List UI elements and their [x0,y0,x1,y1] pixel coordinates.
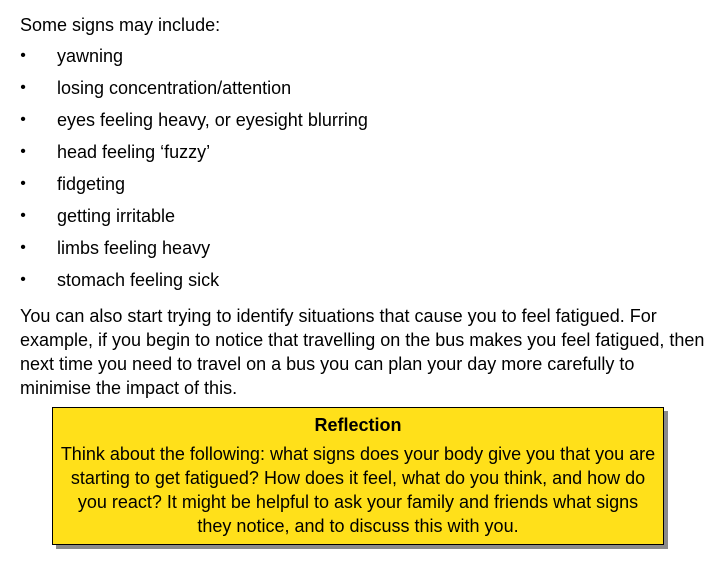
bullet-icon: • [20,111,26,128]
bullet-icon: • [20,239,26,256]
intro-text: Some signs may include: [20,15,221,35]
sign-text: limbs feeling heavy [57,238,211,258]
bullet-icon: • [20,79,26,96]
bullet-icon: • [20,207,26,224]
sign-text: losing concentration/attention [57,78,292,98]
sign-text: getting irritable [57,206,176,226]
bullet-icon: • [20,47,26,64]
sign-text: eyes feeling heavy, or eyesight blurring [57,110,368,130]
sign-text: yawning [57,46,124,66]
reflection-box [52,407,664,545]
sign-text: stomach feeling sick [57,270,220,290]
bullet-icon: • [20,271,26,288]
bullet-icon: • [20,143,26,160]
sign-text: head feeling ‘fuzzy’ [57,142,211,162]
body-paragraph: You can also start trying to identify situations that cause you to feel fatigued. For example, if you begin to notice that travelling on the bus makes you feel fatigued, then next time you need to travel on a bus you can plan your day more carefully to minimise the impact of this. [20,306,705,398]
bullet-icon: • [20,175,26,192]
sign-text: fidgeting [57,174,126,194]
reflection-title: Reflection [314,415,402,435]
reflection-text: Think about the following: what signs does your body give you that you are starting to get fatigued? How does it feel, what do you think, and how do you react? It might be helpful to ask your family and friends what signs they notice, and to discuss this with you. [60,444,656,536]
